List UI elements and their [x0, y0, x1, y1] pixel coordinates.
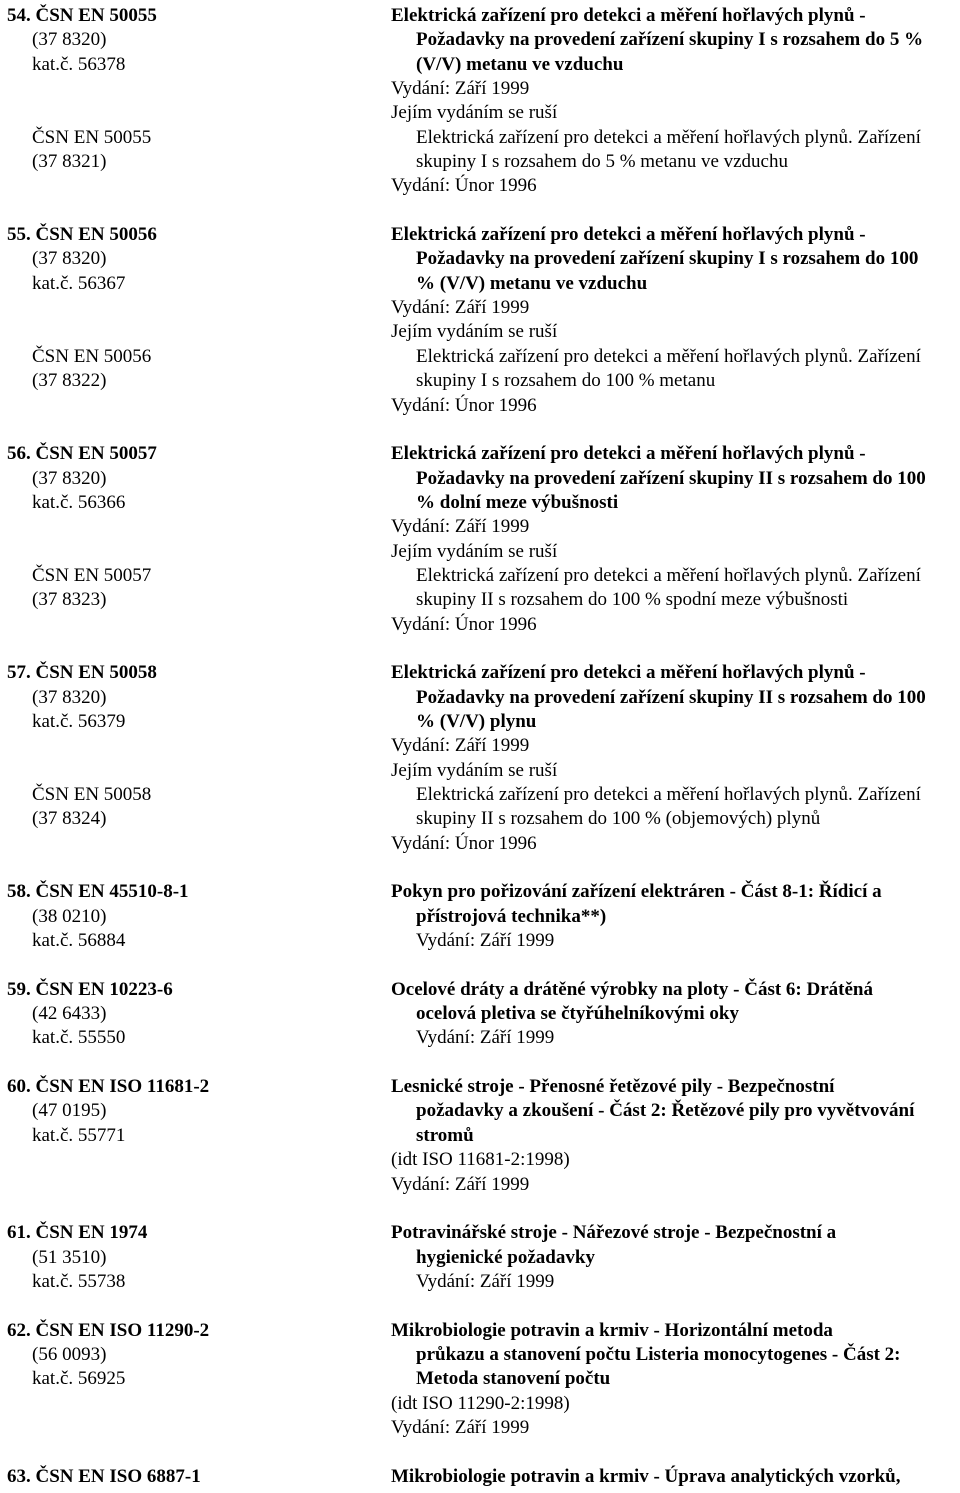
entry-line	[7, 320, 957, 344]
classification-code: (37 8320)	[32, 686, 107, 708]
standard-title-line: % (V/V) plynu	[416, 710, 537, 732]
standard-code: ČSN EN 50055	[35, 5, 157, 26]
catalog-number: kat.č. 56884	[32, 930, 126, 952]
replaced-title-line: Elektrická zařízení pro detekci a měření hořlavých plynů. Zařízení	[416, 564, 921, 586]
entry-spacer	[7, 953, 957, 977]
entry-line	[7, 272, 957, 296]
entry-line	[7, 126, 957, 150]
entry-line	[7, 832, 957, 856]
standard-code: ČSN EN ISO 11290-2	[35, 1319, 210, 1341]
classification-code: (56 0093)	[32, 1343, 107, 1365]
replaced-standard: ČSN EN 50056	[32, 345, 152, 367]
entry-line	[7, 661, 957, 685]
entry-index: 56.	[7, 443, 31, 465]
replaced-classification: (37 8324)	[32, 808, 107, 830]
entry-line	[7, 515, 957, 539]
standard-entry	[7, 1319, 957, 1465]
entry-index: 60.	[7, 1076, 31, 1098]
standard-code: ČSN EN 50056	[35, 224, 157, 246]
standard-title-line: Mikrobiologie potravin a krmiv - Úprava analytických vzorků,	[391, 1465, 901, 1487]
standard-entry	[7, 1075, 957, 1221]
entry-line	[7, 1221, 957, 1245]
standard-title-line: Potravinářské stroje - Nářezové stroje - Bezpečnostní a	[391, 1222, 837, 1244]
issue-date: Vydání: Září 1999	[391, 516, 530, 538]
standard-code: ČSN EN 50058	[35, 662, 157, 684]
entry-line	[7, 929, 957, 953]
standard-title-line: požadavky a zkoušení - Část 2: Řetězové pily pro vyvětvování	[416, 1100, 915, 1122]
standard-entry	[7, 4, 957, 223]
left-cell	[7, 540, 391, 564]
catalog-number: kat.č. 56367	[32, 272, 126, 294]
standard-title-line: stromů	[416, 1124, 474, 1146]
standard-number	[7, 1075, 391, 1099]
entry-line	[7, 77, 957, 101]
entry-line	[7, 905, 957, 929]
idt-reference: (idt ISO 11681-2:1998)	[391, 1149, 570, 1171]
issue-date: Vydání: Září 1999	[416, 1027, 555, 1049]
standard-entry	[7, 661, 957, 880]
replaced-classification: (37 8322)	[32, 370, 107, 392]
replaced-title-line: Elektrická zařízení pro detekci a měření hořlavých plynů. Zařízení	[416, 345, 921, 367]
standard-title-line: Požadavky na provedení zařízení skupiny II s rozsahem do 100	[416, 467, 926, 489]
entry-line	[7, 1075, 957, 1099]
entry-spacer	[7, 1294, 957, 1318]
standard-code: ČSN EN 50057	[35, 443, 157, 465]
entry-line	[7, 1124, 957, 1148]
entry-line	[7, 1392, 957, 1416]
left-cell	[7, 394, 391, 418]
entry-line	[7, 1173, 957, 1197]
catalog-number: kat.č. 55550	[32, 1027, 126, 1049]
standard-number	[7, 978, 391, 1002]
left-cell	[7, 296, 391, 320]
standard-title-line: Elektrická zařízení pro detekci a měření hořlavých plynů -	[391, 443, 866, 465]
entry-spacer	[7, 199, 957, 223]
replaced-issue-date: Vydání: Únor 1996	[391, 613, 537, 635]
replaced-issue-date: Vydání: Únor 1996	[391, 832, 537, 854]
entry-line	[7, 613, 957, 637]
entry-line	[7, 710, 957, 734]
replaced-issue-date: Vydání: Únor 1996	[391, 175, 537, 197]
entry-index: 58.	[7, 881, 31, 903]
entry-line	[7, 394, 957, 418]
issue-date: Vydání: Září 1999	[416, 1270, 555, 1292]
entry-line	[7, 1002, 957, 1026]
classification-code: (42 6433)	[32, 1003, 107, 1025]
classification-code: (38 0210)	[32, 905, 107, 927]
replaced-standard: ČSN EN 50057	[32, 564, 152, 586]
entry-line	[7, 564, 957, 588]
standard-title-line: Mikrobiologie potravin a krmiv - Horizontální metoda	[391, 1319, 833, 1341]
standard-title-line: Požadavky na provedení zařízení skupiny I s rozsahem do 100	[416, 248, 919, 270]
entry-line	[7, 1343, 957, 1367]
issue-date: Vydání: Září 1999	[391, 1173, 530, 1195]
standard-title-line: průkazu a stanovení počtu Listeria monocytogenes - Část 2:	[416, 1343, 901, 1365]
replaced-title-line: Elektrická zařízení pro detekci a měření hořlavých plynů. Zařízení	[416, 784, 921, 805]
standard-title-line: Metoda stanovení počtu	[416, 1368, 611, 1390]
entry-line	[7, 296, 957, 320]
entry-line	[7, 807, 957, 831]
standard-title-line: Elektrická zařízení pro detekci a měření hořlavých plynů -	[391, 224, 866, 246]
standard-title-line: Lesnické stroje - Přenosné řetězové pily - Bezpečnostní	[391, 1076, 835, 1098]
entry-line	[7, 1099, 957, 1123]
standard-number	[7, 1319, 391, 1343]
standard-title-line: hygienické požadavky	[416, 1246, 595, 1268]
standard-code: ČSN EN ISO 6887-1	[35, 1465, 201, 1487]
standard-entry	[7, 223, 957, 442]
left-cell	[7, 734, 391, 758]
entry-line	[7, 1367, 957, 1391]
left-cell	[7, 77, 391, 101]
standard-title-line: (V/V) metanu ve vzduchu	[416, 53, 624, 75]
entry-spacer	[7, 1440, 957, 1464]
standard-title-line: % dolní meze výbušnosti	[416, 491, 619, 513]
standard-title-line: Požadavky na provedení zařízení skupiny II s rozsahem do 100	[416, 686, 926, 708]
entry-index: 55.	[7, 224, 31, 246]
left-cell	[7, 759, 391, 783]
entry-spacer	[7, 637, 957, 661]
entry-line	[7, 101, 957, 125]
standard-title-line: Ocelové dráty a drátěné výrobky na ploty - Část 6: Drátěná	[391, 978, 873, 1000]
left-cell	[7, 1173, 391, 1197]
replaced-issue-date: Vydání: Únor 1996	[391, 394, 537, 416]
entry-line	[7, 28, 957, 52]
entry-index: 62.	[7, 1319, 31, 1341]
entry-line	[7, 1026, 957, 1050]
standard-number	[7, 661, 391, 685]
issue-date: Vydání: Září 1999	[416, 930, 555, 952]
entry-line	[7, 978, 957, 1002]
issue-date: Vydání: Září 1999	[391, 297, 530, 319]
entry-line	[7, 783, 957, 807]
classification-code: (51 3510)	[32, 1246, 107, 1268]
issue-date: Vydání: Září 1999	[391, 735, 530, 757]
entry-line	[7, 150, 957, 174]
entry-spacer	[7, 1197, 957, 1221]
standard-entry	[7, 442, 957, 661]
entry-line	[7, 345, 957, 369]
standard-title-line: % (V/V) metanu ve vzduchu	[416, 272, 648, 294]
entry-index: 57.	[7, 662, 31, 684]
issue-date: Vydání: Září 1999	[391, 1416, 530, 1438]
entry-line	[7, 1465, 957, 1489]
replaced-title-line: skupiny II s rozsahem do 100 % (objemových) plynů	[416, 808, 821, 830]
left-cell	[7, 101, 391, 125]
issue-date: Vydání: Září 1999	[391, 78, 530, 100]
idt-reference: (idt ISO 11290-2:1998)	[391, 1392, 570, 1414]
entry-line	[7, 1246, 957, 1270]
entry-line	[7, 174, 957, 198]
standard-title-line: ocelová pletiva se čtyřúhelníkovými oky	[416, 1003, 739, 1025]
left-cell	[7, 174, 391, 198]
replaced-title-line: skupiny II s rozsahem do 100 % spodní meze výbušnosti	[416, 589, 849, 611]
catalog-number: kat.č. 56925	[32, 1368, 126, 1390]
replaced-title-line: skupiny I s rozsahem do 100 % metanu	[416, 370, 716, 392]
replaced-classification: (37 8321)	[32, 151, 107, 173]
entry-line	[7, 880, 957, 904]
entry-line	[7, 540, 957, 564]
standard-number	[7, 1221, 391, 1245]
left-cell	[7, 1416, 391, 1440]
catalog-number: kat.č. 55771	[32, 1124, 126, 1146]
entry-spacer	[7, 418, 957, 442]
classification-code: (47 0195)	[32, 1100, 107, 1122]
standard-code: ČSN EN ISO 11681-2	[35, 1076, 210, 1098]
left-cell	[7, 1392, 391, 1416]
replaces-note: Jejím vydáním se ruší	[391, 759, 558, 781]
replaced-standard: ČSN EN 50058	[32, 784, 152, 805]
standard-title-line: Pokyn pro pořizování zařízení elektráren - Část 8-1: Řídicí a	[391, 881, 882, 903]
standard-entry	[7, 880, 957, 977]
standard-number	[7, 223, 391, 247]
entry-line	[7, 686, 957, 710]
standard-entry	[7, 1465, 957, 1489]
standard-entry	[7, 1221, 957, 1318]
entry-spacer	[7, 1051, 957, 1075]
standard-title-line: Požadavky na provedení zařízení skupiny I s rozsahem do 5 %	[416, 29, 924, 51]
standard-number	[7, 1465, 391, 1489]
standard-code: ČSN EN 10223-6	[35, 978, 173, 1000]
replaced-classification: (37 8323)	[32, 589, 107, 611]
standard-code: ČSN EN 1974	[35, 1222, 148, 1244]
entry-line	[7, 247, 957, 271]
left-cell	[7, 320, 391, 344]
catalog-number: kat.č. 56378	[32, 53, 126, 75]
entry-index: 61.	[7, 1222, 31, 1244]
entry-line	[7, 759, 957, 783]
entry-index: 59.	[7, 978, 31, 1000]
classification-code: (37 8320)	[32, 467, 107, 489]
entry-line	[7, 223, 957, 247]
entry-line	[7, 467, 957, 491]
replaced-title-line: skupiny I s rozsahem do 5 % metanu ve vzduchu	[416, 151, 788, 173]
catalog-number: kat.č. 56379	[32, 710, 126, 732]
entry-line	[7, 53, 957, 77]
entry-line	[7, 1319, 957, 1343]
replaces-note: Jejím vydáním se ruší	[391, 540, 558, 562]
classification-code: (37 8320)	[32, 29, 107, 51]
standard-number	[7, 442, 391, 466]
entry-line	[7, 442, 957, 466]
replaces-note: Jejím vydáním se ruší	[391, 102, 558, 124]
catalog-number: kat.č. 55738	[32, 1270, 126, 1292]
entry-spacer	[7, 856, 957, 880]
left-cell	[7, 515, 391, 539]
standard-number	[7, 880, 391, 904]
catalog-number: kat.č. 56366	[32, 491, 126, 513]
standard-title-line: Elektrická zařízení pro detekci a měření hořlavých plynů -	[391, 662, 866, 684]
entry-line	[7, 1416, 957, 1440]
entry-line	[7, 4, 957, 28]
replaced-title-line: Elektrická zařízení pro detekci a měření hořlavých plynů. Zařízení	[416, 126, 921, 148]
standard-title-line: Elektrická zařízení pro detekci a měření hořlavých plynů -	[391, 5, 866, 26]
left-cell	[7, 613, 391, 637]
standard-entry	[7, 978, 957, 1075]
left-cell	[7, 1148, 391, 1172]
standard-title-line: přístrojová technika**)	[416, 905, 607, 927]
entry-line	[7, 588, 957, 612]
entry-line	[7, 1270, 957, 1294]
replaces-note: Jejím vydáním se ruší	[391, 321, 558, 343]
standards-list	[7, 4, 957, 1489]
left-cell	[7, 832, 391, 856]
entry-line	[7, 369, 957, 393]
entry-index: 63.	[7, 1465, 31, 1487]
entry-index: 54.	[7, 5, 31, 26]
entry-line	[7, 734, 957, 758]
entry-line	[7, 491, 957, 515]
standard-number	[7, 4, 391, 28]
replaced-standard: ČSN EN 50055	[32, 126, 152, 148]
standard-code: ČSN EN 45510-8-1	[35, 881, 189, 903]
entry-line	[7, 1148, 957, 1172]
classification-code: (37 8320)	[32, 248, 107, 270]
